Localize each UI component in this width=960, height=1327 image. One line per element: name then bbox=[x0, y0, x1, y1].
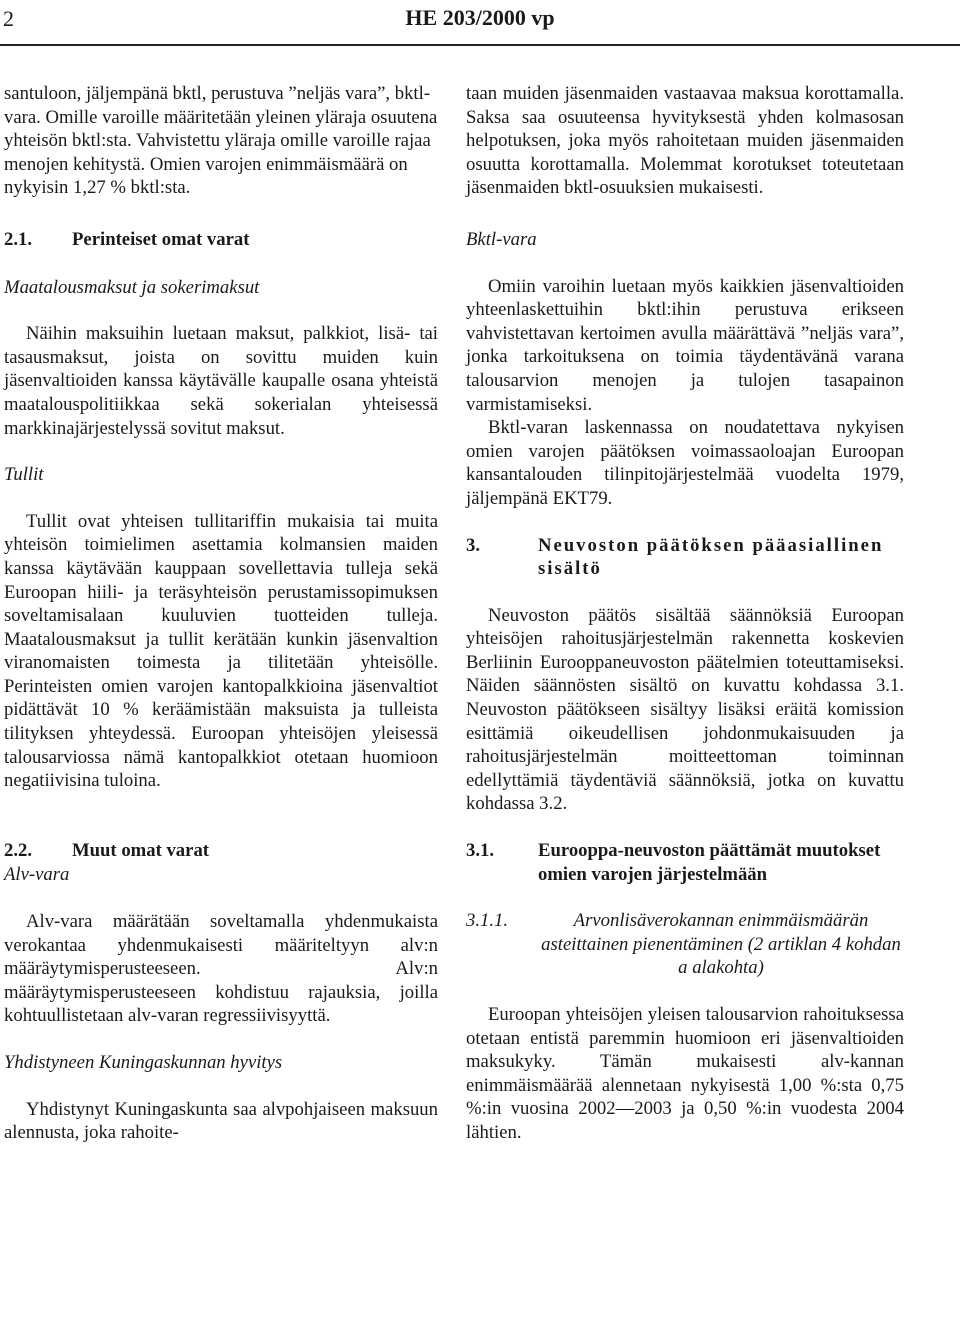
page-header bbox=[0, 0, 960, 44]
section-3-1-1-paragraph: Euroopan yhteisöjen yleisen talousarvion rahoituksessa otetaan entistä paremmin huomioon eri jäsenvaltioiden maksukyky. Tämän mukaisesti alv-kannan enimmäismäärää alennetaan nykyisestä 1,00 %:sta 0,75 %:in vuosina 2002—2003 ja 0,50 %:in vuodesta 2004 lähtien. bbox=[466, 1004, 904, 1143]
section-3-title: Neuvoston päätöksen pääasiallinen sisältö bbox=[538, 534, 884, 580]
document-id: HE 203/2000 vp bbox=[405, 5, 555, 30]
section-2-1-heading bbox=[4, 228, 438, 252]
tullit-paragraph: Tullit ovat yhteisen tullitariffin mukaisia tai muita yhteisön toimielimen asettamia kolmansien maiden kanssa käytävään kauppaan sovellettavia tulleja sekä Euroopan hiili- ja teräsyhteisön perustamissopimuksen soveltamisalaan kuuluvien tuotteiden tulleja. Maatalousmaksut ja tullit kerätään kunkin jäsenvaltion viranomaisten toimesta ja tilitetään yhteisölle. Perinteisten omien varojen kantopalkkioina jäsenvaltiot pidättävät 10 % keräämistään maksuista ja tulleista tilityksen yhteydessä. Euroopan yhteisöjen yleisessä talousarviossa nämä kantopalkkiot otetaan huomioon negatiivisina tuloina. bbox=[4, 510, 438, 792]
subheading-tullit: Tullit bbox=[4, 464, 44, 486]
section-3-1-1-heading bbox=[466, 909, 904, 980]
left-column bbox=[4, 82, 438, 1145]
continuation-paragraph: taan muiden jäsenmaiden vastaavaa maksua korottamalla. Saksa saa osuuteensa hyvityksestä yhden kolmasosan helpotuksen, joka myös rahoitetaan muiden jäsenmaiden osuutta korottamalla. Molemmat korotukset toteutetaan jäsenmaiden bktl-osuuksien mukaisesti. bbox=[466, 83, 904, 199]
section-3-number: 3. bbox=[466, 534, 481, 556]
intro-paragraph: santuloon, jäljempänä bktl, perustuva ”neljäs vara”, bktl-vara. Omille varoille määritetään yleinen yläraja osuutena yhteisön bktl:sta. Vahvistettu yläraja omille varoille rajaa menojen kehitystä. Omien varojen enimmäismäärä on nykyisin 1,27 % bktl:sta. bbox=[4, 83, 438, 199]
right-column bbox=[466, 82, 904, 1145]
header-rule bbox=[0, 44, 960, 46]
section-2-1-title: Perinteiset omat varat bbox=[72, 228, 250, 250]
subheading-alv-vara: Alv-vara bbox=[4, 864, 70, 886]
section-2-1-number: 2.1. bbox=[4, 228, 33, 250]
section-3-1-1-title: Arvonlisäverokannan enimmäismäärän asteittainen pienentäminen (2 artiklan 4 kohdan a alakohta) bbox=[541, 910, 901, 979]
section-2-2-number: 2.2. bbox=[4, 839, 33, 861]
bktl-vara-paragraph-1: Omiin varoihin luetaan myös kaikkien jäsenvaltioiden yhteenlaskettuihin bktl:ihin perustuva erikseen vahvistettavan kertoimen avulla määrättävä ”neljäs vara”, jonka tarkoituksena on toimia täydentävänä varana talousarvion menojen ja tulojen tasapainon varmistamiseksi. bbox=[466, 275, 904, 415]
section-3-heading bbox=[466, 534, 904, 581]
alv-vara-paragraph: Alv-vara määrätään soveltamalla yhdenmukaista verokantaa yhdenmukaisesti määriteltyyn alv:n määräytymisperusteeseen. Alv:n määräytymisperusteeseen kohdistuu rajauksia, joilla kohtuullistetaan alv-varan regressiivisyyttä. bbox=[4, 911, 438, 1027]
subheading-uk-rebate: Yhdistyneen Kuningaskunnan hyvitys bbox=[4, 1052, 283, 1073]
section-3-1-title: Eurooppa-neuvoston päättämät muutokset omien varojen järjestelmään bbox=[538, 840, 881, 885]
section-2-2-heading bbox=[4, 839, 438, 863]
section-3-1-heading bbox=[466, 839, 904, 886]
page-number: 2 bbox=[3, 6, 14, 31]
section-3-paragraph: Neuvoston päätös sisältää säännöksiä Euroopan yhteisöjen rahoitusjärjestelmän rakennetta koskevien Berliinin Eurooppaneuvoston päätelmien toteuttamiseksi. Näiden säännösten sisältö on kuvattu kohdassa 3.1. Neuvoston päätökseen sisältyy lisäksi eräitä komission esittämiä oikeudellisen johdonmukaisuuden ja rahoitusjärjestelmän moitteettoman toiminnan edellyttämiä täydentäviä säännöksiä, jotka on kuvattu kohdassa 3.2. bbox=[466, 604, 904, 815]
subheading-maatalousmaksut: Maatalousmaksut ja sokerimaksut bbox=[4, 276, 260, 298]
section-3-1-1-number: 3.1.1. bbox=[466, 910, 509, 932]
bktl-vara-paragraph-2: Bktl-varan laskennassa on noudatettava nykyisen omien varojen päätöksen voimassaoloajan Euroopan kansantalouden tilinpitojärjestelmää vuodelta 1979, jäljempänä EKT79. bbox=[466, 417, 904, 509]
maatalousmaksut-paragraph: Näihin maksuihin luetaan maksut, palkkiot, lisä- tai tasausmaksut, joista on sovittu muiden kuin jäsenvaltioiden kanssa käytävälle kaupalle osana yhteistä maatalouspolitiikkaa sekä sokerialan yhteisessä markkinajärjestelyssä sovitut maksut. bbox=[4, 323, 438, 439]
section-2-2-title: Muut omat varat bbox=[72, 839, 210, 861]
uk-rebate-paragraph: Yhdistynyt Kuningaskunta saa alvpohjaiseen maksuun alennusta, joka rahoite- bbox=[4, 1098, 438, 1144]
section-3-1-number: 3.1. bbox=[466, 840, 495, 862]
subheading-bktl-vara: Bktl-vara bbox=[466, 228, 537, 250]
